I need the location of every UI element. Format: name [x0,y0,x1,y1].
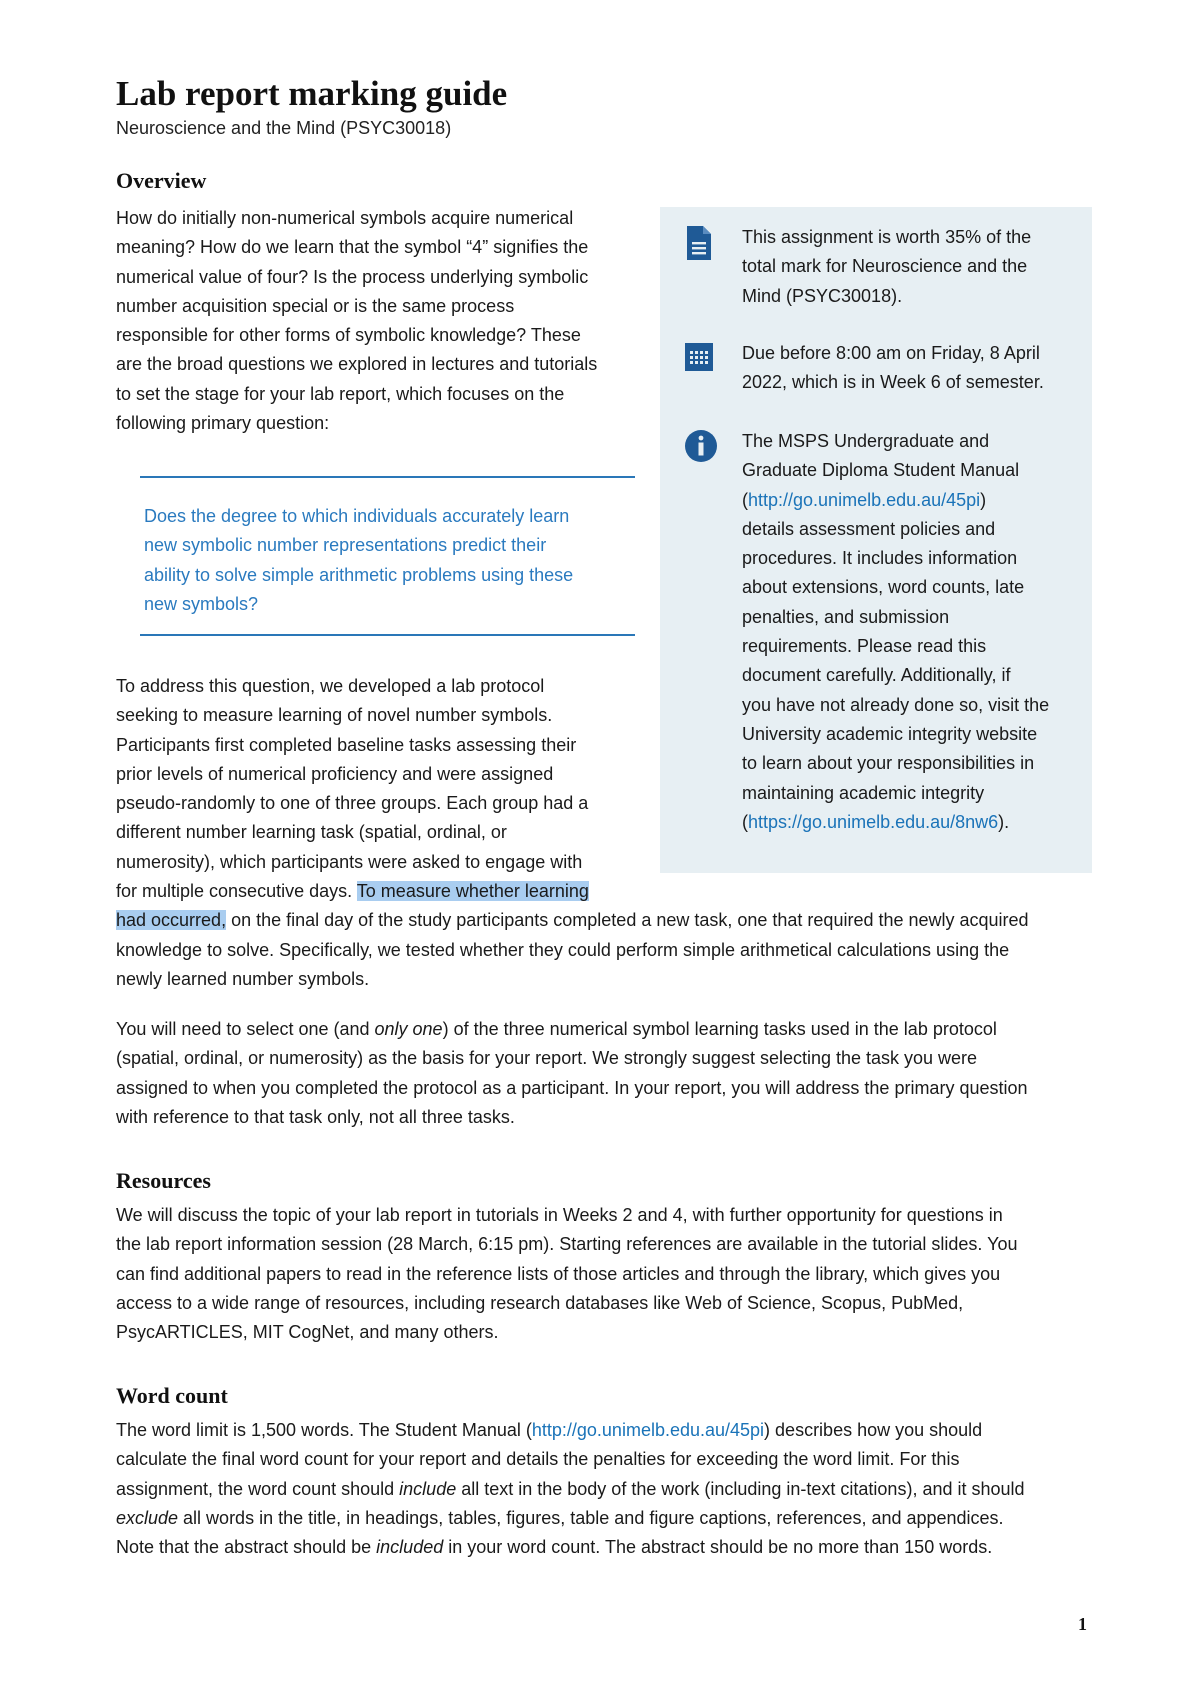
primary-question-callout [140,476,635,636]
text-line: seeking to measure learning of novel number symbols. [116,705,553,726]
text-line: newly learned number symbols. [116,968,370,989]
text-line: Participants first completed baseline tasks assessing their [116,734,577,755]
text-span: in your word count. The abstract should be no more than 150 words. [443,1537,993,1558]
text-span: ). [998,811,1010,832]
text-line [116,877,1029,906]
text-line: (spatial, ordinal, or numerosity) as the basis for your report. We strongly suggest selecting the task you were [116,1048,978,1069]
text-span: assignment, the word count should [116,1478,400,1499]
text-span: ) of the three numerical symbol learning tasks used in the lab protocol [442,1019,997,1039]
resources-heading: Resources [116,1168,211,1193]
text-line [742,486,1049,515]
text-line: new symbolic number representations predict their [144,535,547,556]
text-line [116,1015,1028,1044]
text-span: all words in the title, in headings, tables, figures, table and figure captions, references, and appendices. [178,1507,1004,1528]
text-line: University academic integrity website [742,723,1038,744]
assignment-weight-text [742,223,1031,311]
text-line: numerical value of four? Is the process underlying symbolic [116,266,589,287]
text-span: for multiple consecutive days. [116,881,357,902]
text-line [742,808,1049,837]
text-line: Due before 8:00 am on Friday, 8 April [742,343,1040,363]
student-manual-text [742,427,1049,837]
text-line [116,1504,1025,1533]
text-line: details assessment policies and [742,518,996,539]
word-count-heading: Word count [116,1383,228,1408]
task-selection-paragraph [116,1015,1028,1132]
info-icon [684,429,718,468]
text-line: ability to solve simple arithmetic problems using these [144,564,574,585]
text-line: calculate the final word count for your report and details the penalties for exceeding the word limit. For this [116,1449,960,1470]
text-line: We will discuss the topic of your lab report in tutorials in Weeks 2 and 4, with further opportunity for questions in [116,1205,1003,1225]
text-line: with reference to that task only, not all three tasks. [116,1106,515,1127]
text-line: the lab report information session (28 March, 6:15 pm). Starting references are available in the tutorial slides. You [116,1234,1018,1255]
text-line: procedures. It includes information [742,548,1018,569]
text-line: different number learning task (spatial, ordinal, or [116,822,507,843]
highlighted-text[interactable]: had occurred, [116,910,227,931]
text-line: numerosity), which participants were asked to engage with [116,851,583,872]
text-line: Graduate Diploma Student Manual [742,460,1020,481]
emphasis-text: exclude [116,1507,179,1528]
text-line: new symbols? [144,593,259,614]
text-line: How do initially non-numerical symbols acquire numerical [116,208,574,228]
text-span: The word limit is 1,500 words. The Student Manual ( [116,1420,532,1440]
text-line: you have not already done so, visit the [742,694,1050,715]
text-line: following primary question: [116,413,330,434]
text-line: knowledge to solve. Specifically, we tested whether they could perform simple arithmetical calculations using the [116,939,1010,960]
student-manual-link[interactable]: http://go.unimelb.edu.au/45pi [748,489,981,510]
text-line: To address this question, we developed a lab protocol [116,676,545,696]
text-span: You will need to select one (and [116,1019,375,1039]
text-line: number acquisition special or is the same process [116,295,515,316]
text-line: access to a wide range of resources, including research databases like Web of Science, Scopus, PubMed, [116,1292,964,1313]
text-line: Does the degree to which individuals accurately learn [144,506,570,526]
text-line: 2022, which is in Week 6 of semester. [742,372,1044,393]
text-line: penalties, and submission [742,606,950,627]
page-number: 1 [1078,1614,1087,1634]
text-line: Mind (PSYC30018). [742,285,903,306]
text-span: ) describes how you should [764,1420,983,1440]
text-span: ) [980,489,987,510]
emphasis-text: include [399,1478,457,1499]
text-span: ( [742,811,748,832]
text-line: meaning? How do we learn that the symbol “4” signifies the [116,237,589,258]
text-line [116,1533,1025,1562]
text-line: requirements. Please read this [742,636,987,657]
highlighted-text[interactable]: To measure whether learning [356,881,589,902]
text-line: prior levels of numerical proficiency and were assigned [116,763,554,784]
text-span: on the final day of the study participants completed a new task, one that required the newly acquired [226,910,1029,931]
emphasis-text: only one [374,1019,443,1039]
emphasis-text: included [376,1537,444,1558]
overview-intro-paragraph [116,204,597,438]
text-line: document carefully. Additionally, if [742,665,1011,686]
page-subtitle: Neuroscience and the Mind (PSYC30018) [116,118,452,138]
assignment-info-box [660,207,1092,873]
text-line: responsible for other forms of symbolic knowledge? These [116,325,581,346]
text-line: can find additional papers to read in the reference lists of those articles and through the library, which gives you [116,1263,1001,1284]
resources-paragraph [116,1201,1018,1347]
due-date-text [742,339,1044,398]
text-span: ( [742,489,748,510]
text-span: all text in the body of the work (including in-text citations), and it should [456,1478,1025,1499]
text-line: assigned to when you completed the protocol as a participant. In your report, you will address the primary question [116,1077,1028,1098]
text-line: PsycARTICLES, MIT CogNet, and many others. [116,1322,499,1343]
text-line: This assignment is worth 35% of the [742,227,1032,247]
student-manual-link[interactable]: http://go.unimelb.edu.au/45pi [531,1420,765,1440]
word-count-paragraph [116,1416,1025,1562]
text-line [116,1475,1025,1504]
academic-integrity-link[interactable]: https://go.unimelb.edu.au/8nw6 [748,811,999,832]
text-line [116,1416,1025,1445]
text-span: Note that the abstract should be [116,1537,377,1558]
text-line: to learn about your responsibilities in [742,753,1035,774]
page-title: Lab report marking guide [116,74,508,113]
text-line: about extensions, word counts, late [742,577,1025,598]
text-line: maintaining academic integrity [742,782,985,803]
text-line: are the broad questions we explored in lectures and tutorials [116,354,598,375]
overview-heading: Overview [116,168,207,193]
text-line: total mark for Neuroscience and the [742,256,1028,277]
text-line: The MSPS Undergraduate and [742,431,990,451]
calendar-icon [684,342,714,377]
primary-question-text [144,502,573,619]
text-line: pseudo-randomly to one of three groups. Each group had a [116,793,589,814]
text-line: to set the stage for your lab report, which focuses on the [116,383,565,404]
text-line [116,906,1029,935]
document-icon [684,225,714,266]
